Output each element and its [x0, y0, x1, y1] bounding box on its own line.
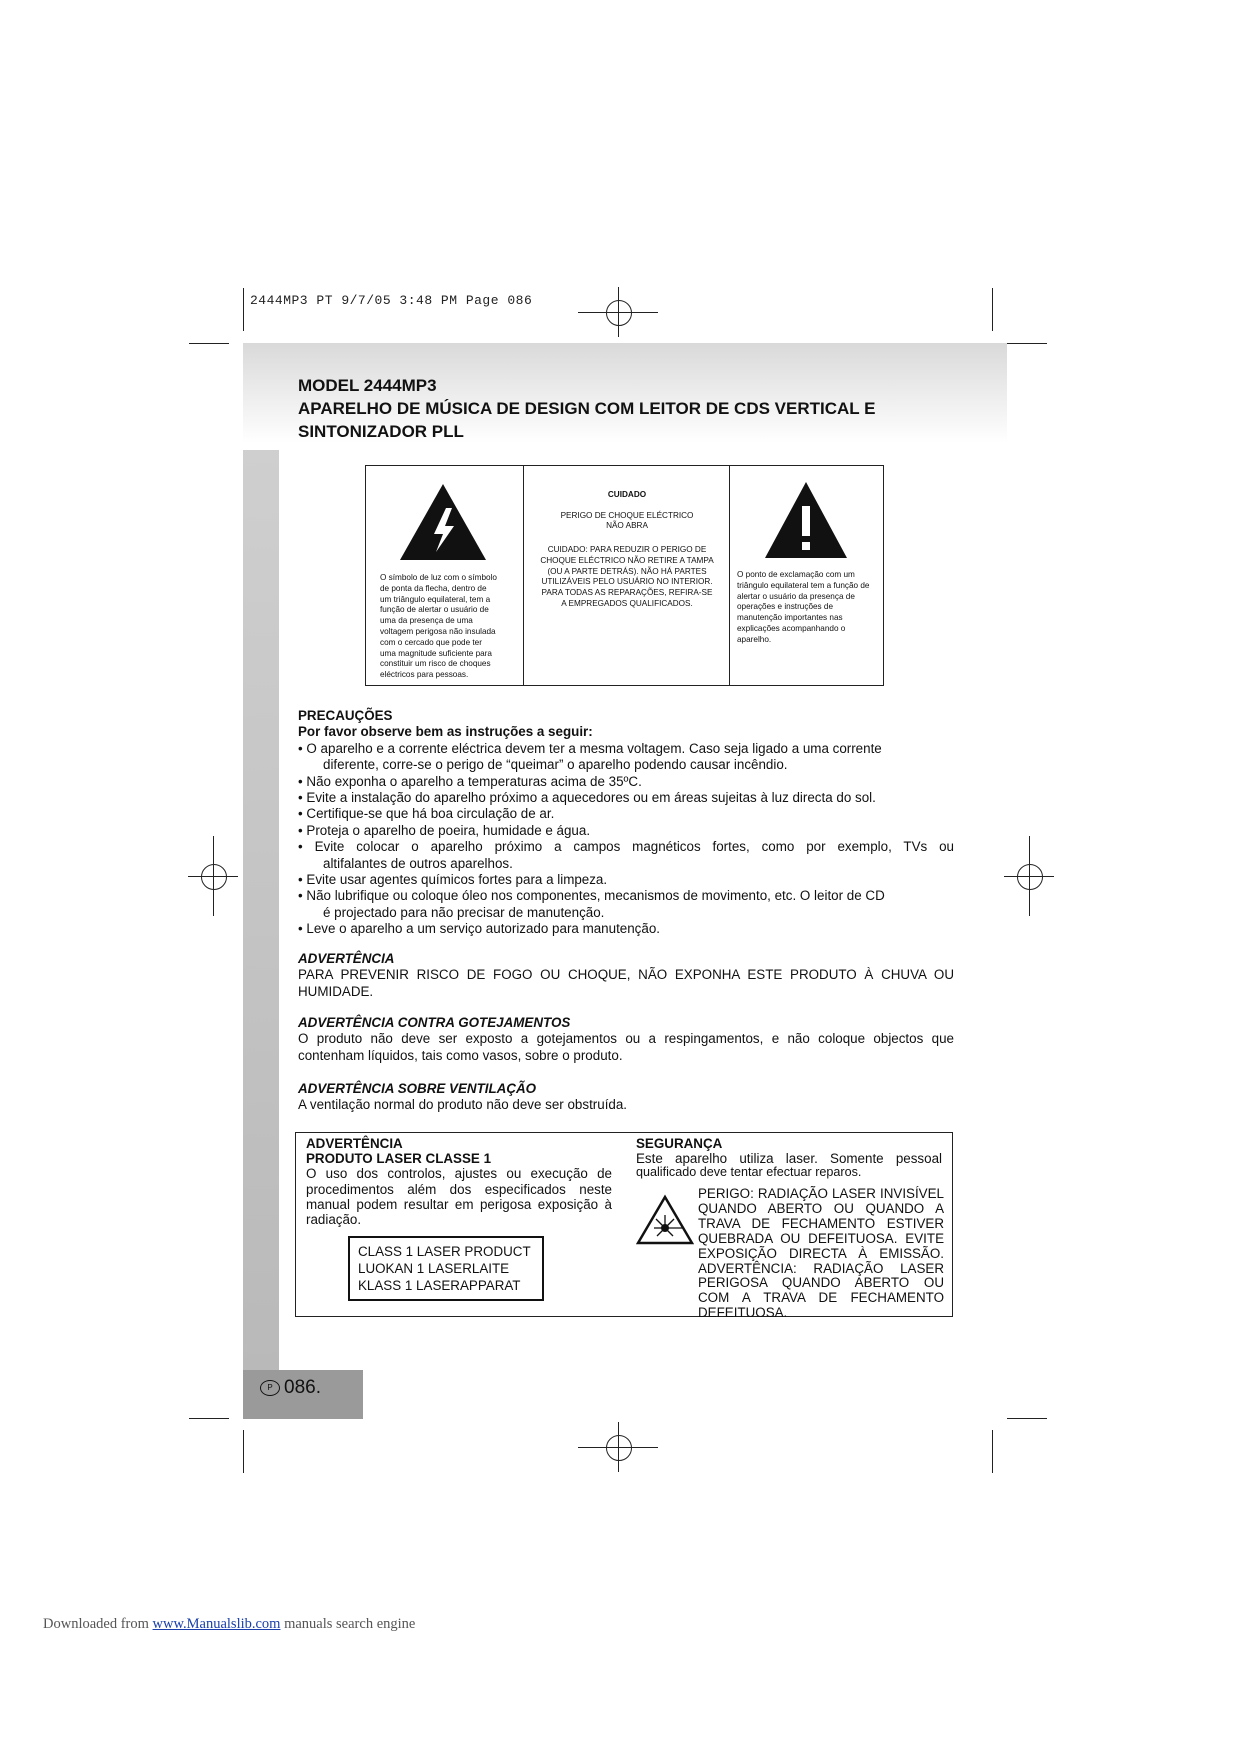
registration-mark-left [188, 836, 238, 916]
list-item-text: • O aparelho e a corrente eléctrica devem ter a mesma voltagem. Caso seja ligado a uma corrente [298, 740, 882, 756]
warning-drip-heading: ADVERTÊNCIA CONTRA GOTEJAMENTOS [298, 1015, 571, 1030]
warning-fire-heading: ADVERTÊNCIA [298, 951, 395, 966]
footer-prefix: Downloaded from [43, 1616, 153, 1632]
crop-mark [243, 1430, 244, 1473]
precautions-heading: PRECAUÇÕES [298, 708, 393, 723]
list-item-continuation: altifalantes de outros aparelhos. [323, 855, 513, 871]
list-item-text: • Proteja o aparelho de poeira, humidade e água. [298, 822, 591, 838]
exclamation-warning-triangle-icon [763, 480, 849, 560]
list-item [298, 790, 954, 806]
exclamation-symbol-text: O ponto de exclamação com um triângulo equilateral tem a função de alertar o usuário da presença de operações e instruções de manutenção importantes nas explicações acompanhando o aparelho. [737, 570, 870, 644]
caution-line1: PERIGO DE CHOQUE ELÉCTRICO [560, 511, 694, 520]
precautions-section [298, 708, 954, 938]
list-item-text: • Leve o aparelho a um serviço autorizado para manutenção. [298, 921, 660, 937]
warning-drip-body: O produto não deve ser exposto a gotejamentos ou a respingamentos, e não coloque objectos que contenham líquidos, tais como vasos, sobre o produto. [298, 1031, 954, 1063]
footer-suffix: manuals search engine [280, 1616, 416, 1632]
page-number [260, 1375, 321, 1401]
title-line3: SINTONIZADOR PLL [298, 422, 464, 441]
class-label-line1: CLASS 1 LASER PRODUCT [358, 1244, 531, 1259]
caution-body: CUIDADO: PARA REDUZIR O PERIGO DE CHOQUE ELÉCTRICO NÃO RETIRE A TAMPA (OU A PARTE DETRÁS). NÃO HÁ PARTES UTILIZÁVEIS PELO USUÁRIO NO INTERIOR. PARA TODAS AS REPARAÇÕES, REFIRA-SE A EMPREGADOS QUALIFICADOS. [540, 545, 714, 608]
side-bar [243, 450, 279, 1370]
caution-line2: NÃO ABRA [606, 521, 648, 530]
laser-seguranca [636, 1136, 944, 1321]
registration-mark-top [578, 287, 658, 337]
crop-mark [243, 288, 244, 331]
list-item-text: • Não exponha o aparelho a temperaturas acima de 35ºC. [298, 773, 642, 789]
laser-heading2: PRODUTO LASER CLASSE 1 [306, 1151, 492, 1167]
list-item [298, 741, 954, 774]
list-item-text: • Certifique-se que há boa circulação de ar. [298, 806, 555, 822]
crop-mark [1007, 1418, 1047, 1419]
warning-col-center [524, 466, 730, 685]
list-item-text: • Não lubrifique ou coloque óleo nos componentes, mecanismos de movimento, etc. O leitor de CD [298, 888, 885, 904]
warning-ventilation-body: A ventilação normal do produto não deve ser obstruída. [298, 1097, 628, 1113]
laser-radiation-triangle-icon [636, 1194, 694, 1246]
warning-col-left [366, 466, 524, 685]
list-item-text: • Evite colocar o aparelho próximo a campos magnéticos fortes, como por exemplo, TVs ou [298, 839, 954, 855]
laser-warning-box [295, 1132, 953, 1321]
warning-col-right [730, 466, 883, 685]
class-label-line2: LUOKAN 1 LASERLAITE [358, 1261, 510, 1276]
download-footer [43, 1616, 415, 1633]
list-item [298, 888, 954, 921]
precautions-subheading: Por favor observe bem as instruções a seguir: [298, 724, 593, 740]
list-item-continuation: é projectado para não precisar de manutenção. [323, 904, 605, 920]
lightning-warning-triangle-icon [398, 482, 488, 562]
list-item-continuation: diferente, corre-se o perigo de “queimar” o aparelho podendo causar incêndio. [323, 757, 788, 773]
registration-mark-bottom [578, 1422, 658, 1472]
title-line2: APARELHO DE MÚSICA DE DESIGN COM LEITOR DE CDS VERTICAL E [298, 399, 876, 418]
page-title [298, 374, 875, 443]
caution-title: CUIDADO [607, 490, 647, 499]
warning-fire-body: PARA PREVENIR RISCO DE FOGO OU CHOQUE, NÃO EXPONHA ESTE PRODUTO À CHUVA OU HUMIDADE. [298, 967, 954, 999]
crop-mark [189, 1418, 229, 1419]
list-item-text: • Evite usar agentes químicos fortes para a limpeza. [298, 872, 608, 888]
list-item-text: • Evite a instalação do aparelho próximo a aquecedores ou em áreas sujeitas à luz directa do sol. [298, 790, 876, 806]
safety-intro-line1: Este aparelho utiliza laser. Somente pessoal [636, 1151, 942, 1167]
warning-drip-section [298, 1015, 954, 1064]
crop-mark [189, 343, 229, 344]
title-line1: MODEL 2444MP3 [298, 376, 437, 395]
list-item [298, 823, 954, 839]
list-item [298, 921, 954, 937]
crop-mark [992, 288, 993, 331]
laser-danger-text: PERIGO: RADIAÇÃO LASER INVISÍVEL QUANDO ABERTO OU QUANDO A TRAVA DE FECHAMENTO ESTIVER QUEBRADA OU DEFEITUOSA. EVITE EXPOSIÇÃO DIRECTA À EMISSÃO. ADVERTÊNCIA: RADIAÇÃO LASER PERIGOSA QUANDO ABERTO OU COM A TRAVA DE FECHAMENTO DEFEITUOSA. [698, 1186, 944, 1321]
warning-ventilation-heading: ADVERTÊNCIA SOBRE VENTILAÇÃO [298, 1081, 537, 1096]
class-label-line3: KLASS 1 LASERAPPARAT [358, 1278, 521, 1293]
list-item [298, 806, 954, 822]
safety-heading: SEGURANÇA [636, 1136, 723, 1151]
warning-fire-section [298, 951, 954, 1000]
laser-advertencia [306, 1136, 612, 1227]
precautions-list [298, 741, 954, 938]
list-item [298, 839, 954, 872]
list-item [298, 774, 954, 790]
list-item [298, 872, 954, 888]
crop-mark [992, 1430, 993, 1473]
safety-intro-line2: qualificado deve tentar efectuar reparos. [636, 1165, 862, 1180]
lightning-symbol-text: O símbolo de luz com o símbolo de ponta da flecha, dentro de um triângulo equilateral, tem a função de alertar o usuário de uma da presença de uma voltagem perigosa não insulada com o cercado que pode ter uma magnitude suficiente para constituir um risco de choques eléctricos para pessoas. [380, 573, 497, 680]
manualslib-link[interactable]: www.Manualslib.com [152, 1616, 281, 1632]
language-badge: P [260, 1380, 280, 1396]
laser-body: O uso dos controlos, ajustes ou execução de procedimentos além dos especificados neste manual podem resultar em perigosa exposição à radiação. [306, 1166, 612, 1228]
registration-mark-right [1004, 836, 1054, 916]
laser-heading1: ADVERTÊNCIA [306, 1136, 403, 1151]
page-number-text: 086. [284, 1377, 321, 1398]
warning-table [365, 465, 884, 686]
class1-laser-label [348, 1236, 544, 1301]
warning-ventilation-section [298, 1081, 954, 1114]
crop-mark [1007, 343, 1047, 344]
print-info: 2444MP3 PT 9/7/05 3:48 PM Page 086 [250, 293, 533, 308]
